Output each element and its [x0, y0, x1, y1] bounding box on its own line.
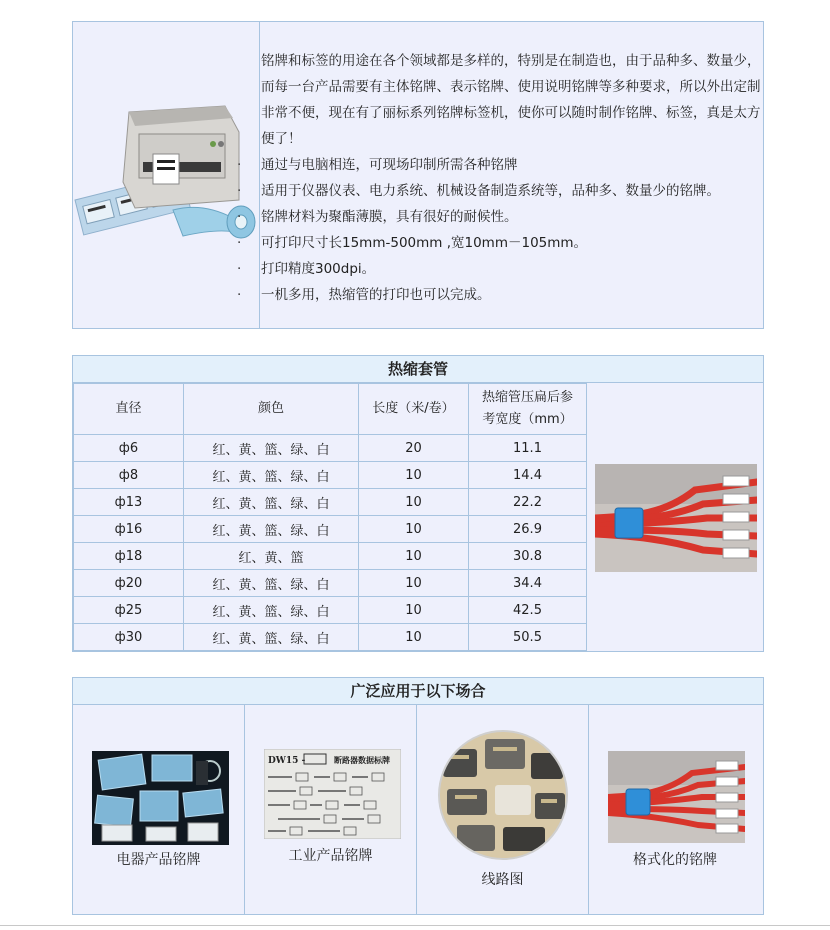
cell-width: 34.4	[469, 570, 587, 597]
cell-length: 20	[359, 435, 469, 462]
feature-item: · 一机多用，热缩管的打印也可以完成。	[261, 282, 761, 308]
intro-panel	[72, 21, 764, 329]
table-row	[74, 489, 587, 516]
cell-length: 10	[359, 516, 469, 543]
electrical-nameplates-image	[92, 751, 229, 845]
applications-title: 广泛应用于以下场合	[73, 678, 763, 705]
plate-header: DW15 -	[268, 756, 306, 766]
cell-diameter: ф13	[74, 489, 184, 516]
cell-length: 10	[359, 543, 469, 570]
table-row	[74, 570, 587, 597]
cell-color: 红、黄、篮	[184, 543, 359, 570]
wiring-components-image	[437, 729, 569, 861]
header-diameter: 直径	[74, 384, 184, 435]
table-row	[74, 435, 587, 462]
formatted-nameplate-image	[608, 751, 745, 843]
application-caption: 电器产品铭牌	[116, 852, 201, 868]
intro-text	[261, 48, 761, 308]
intro-image-cell	[73, 22, 260, 328]
application-card-formatted	[589, 705, 761, 914]
cell-diameter: ф6	[74, 435, 184, 462]
cell-width: 14.4	[469, 462, 587, 489]
cell-color: 红、黄、篮、绿、白	[184, 435, 359, 462]
cell-width: 26.9	[469, 516, 587, 543]
cell-length: 10	[359, 570, 469, 597]
shrink-tube-panel	[72, 355, 764, 652]
cell-diameter: ф30	[74, 624, 184, 651]
cell-length: 10	[359, 489, 469, 516]
cell-width: 42.5	[469, 597, 587, 624]
application-caption: 线路图	[481, 872, 524, 888]
cell-color: 红、黄、篮、绿、白	[184, 597, 359, 624]
table-row	[74, 516, 587, 543]
feature-item: · 通过与电脑相连，可现场印制所需各种铭牌	[261, 152, 761, 178]
feature-list	[261, 152, 761, 308]
header-length: 长度（米/卷）	[359, 384, 469, 435]
table-header-row	[74, 384, 587, 435]
application-caption: 格式化的铭牌	[633, 852, 717, 868]
intro-paragraph: 铭牌和标签的用途在各个领域都是多样的，特别是在制造也，由于品种多、数量少，而每一台产品需要有主体铭牌、表示铭牌、使用说明铭牌等多种要求，所以外出定制非常不便，现在有了丽标系列铭牌标签机，使你可以随时制作铭牌、标签，真是太方便了！	[261, 53, 761, 147]
feature-item: · 适用于仪器仪表、电力系统、机械设备制造系统等，品种多、数量少的铭牌。	[261, 178, 761, 204]
cell-color: 红、黄、篮、绿、白	[184, 624, 359, 651]
bottom-divider	[0, 925, 830, 926]
table-row	[74, 597, 587, 624]
application-caption: 工业产品铭牌	[288, 848, 373, 864]
shrink-tube-cable-image	[595, 464, 757, 572]
feature-item: · 打印精度300dpi。	[261, 256, 761, 282]
feature-item: · 铭牌材料为聚酯薄膜，具有很好的耐候性。	[261, 204, 761, 230]
cell-width: 50.5	[469, 624, 587, 651]
application-card-wiring	[417, 705, 589, 914]
cell-diameter: ф25	[74, 597, 184, 624]
application-card-electrical	[73, 705, 245, 914]
cell-width: 22.2	[469, 489, 587, 516]
cell-color: 红、黄、篮、绿、白	[184, 489, 359, 516]
cell-width: 30.8	[469, 543, 587, 570]
applications-panel	[72, 677, 764, 915]
shrink-tube-title: 热缩套管	[73, 356, 763, 383]
cell-length: 10	[359, 624, 469, 651]
cell-width: 11.1	[469, 435, 587, 462]
cell-length: 10	[359, 462, 469, 489]
label-printer-image	[73, 22, 260, 328]
shrink-tube-table	[73, 383, 587, 651]
cell-length: 10	[359, 597, 469, 624]
cell-color: 红、黄、篮、绿、白	[184, 516, 359, 543]
application-card-industrial	[245, 705, 417, 914]
cell-diameter: ф18	[74, 543, 184, 570]
table-row	[74, 462, 587, 489]
header-color: 颜色	[184, 384, 359, 435]
plate-header2: 断路器数据标牌	[334, 755, 390, 765]
header-width: 热缩管压扁后参考宽度（mm）	[469, 384, 587, 435]
industrial-nameplate-image	[264, 749, 401, 839]
cell-diameter: ф16	[74, 516, 184, 543]
cell-diameter: ф20	[74, 570, 184, 597]
table-row	[74, 543, 587, 570]
cell-color: 红、黄、篮、绿、白	[184, 462, 359, 489]
feature-item: · 可打印尺寸长15mm-500mm ,宽10mm－105mm。	[261, 230, 761, 256]
table-row	[74, 624, 587, 651]
cell-diameter: ф8	[74, 462, 184, 489]
cell-color: 红、黄、篮、绿、白	[184, 570, 359, 597]
